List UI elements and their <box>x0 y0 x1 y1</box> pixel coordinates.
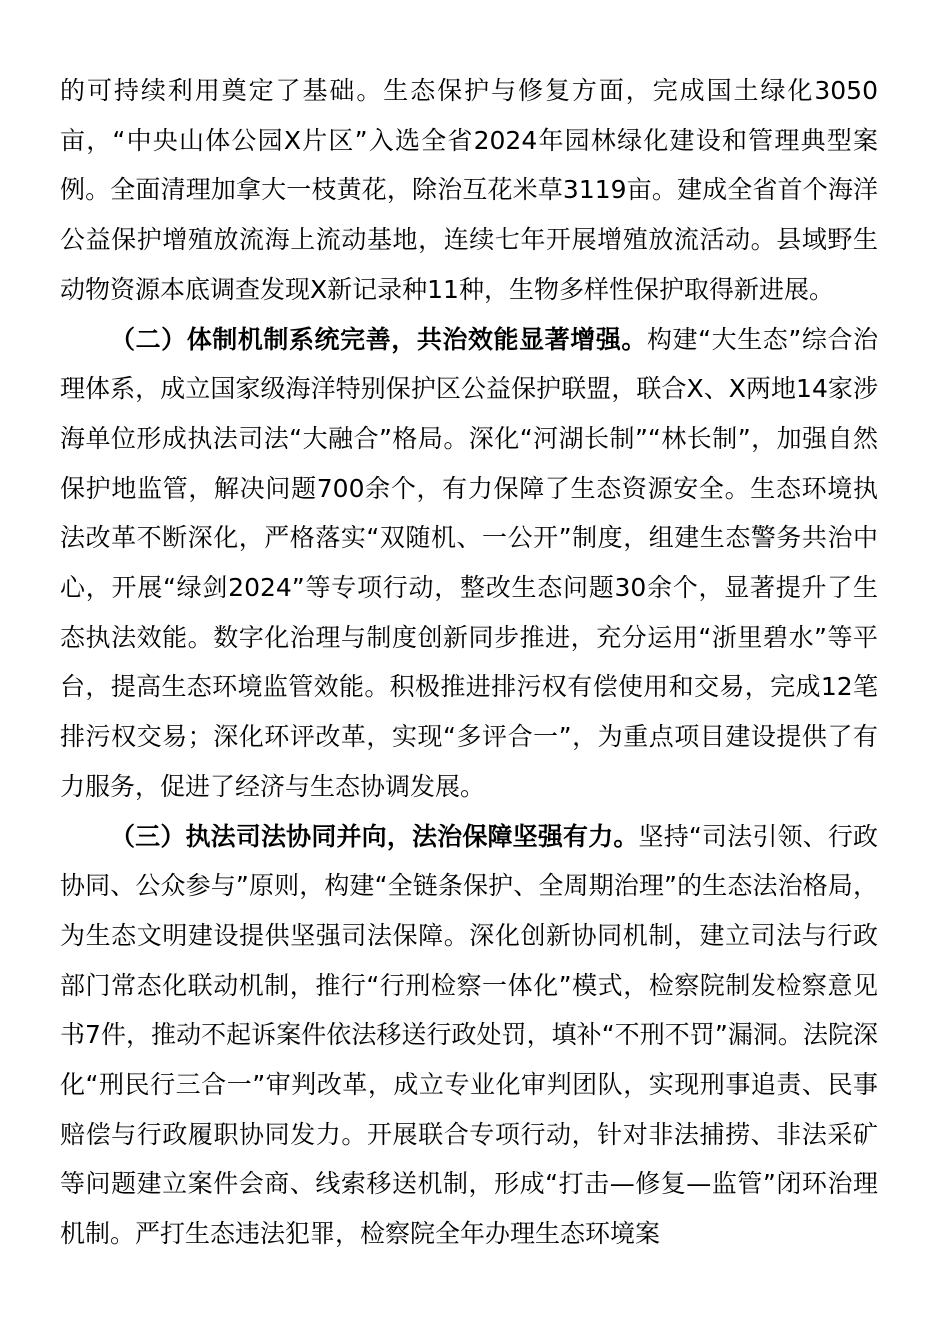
section-3-text: 坚持“司法引领、行政协同、公众参与”原则，构建“全链条保护、全周期治理”的生态法治格局，为生态文明建设提供坚强司法保障。深化创新协同机制，建立司法与行政部门常态化联动机制，推行“行刑检察一体化”模式，检察院制发检察意见书7件，推动不起诉案件依法移送行政处罚，填补“不刑不罚”漏洞。法院深化“刑民行三合一”审判改革，成立专业化审判团队，实现刑事追责、民事赔偿与行政履职协同发力。开展联合专项行动，针对非法捕捞、非法采矿等问题建立案件会商、线索移送机制，形成“打击—修复—监管”闭环治理机制。严打生态违法犯罪，检察院全年办理生态环境案 <box>60 821 878 1249</box>
paragraph-1-text: 的可持续利用奠定了基础。生态保护与修复方面，完成国土绿化3050亩，“中央山体公园X片区”入选全省2024年园林绿化建设和管理典型案例。全面清理加拿大一枝黄花，除治互花米草3119亩。建成全省首个海洋公益保护增殖放流海上流动基地，连续七年开展增殖放流活动。县域野生动物资源本底调查发现X新记录种11种，生物多样性保护取得新进展。 <box>60 76 878 304</box>
paragraph-section-2 <box>60 315 878 812</box>
section-3-heading: （三）执法司法协同并向，法治保障坚强有力。 <box>110 821 639 851</box>
paragraph-continuation <box>60 66 878 315</box>
section-2-text: 构建“大生态”综合治理体系，成立国家级海洋特别保护区公益保护联盟，联合X、X两地14家涉海单位形成执法司法“大融合”格局。深化“河湖长制”“林长制”，加强自然保护地监管，解决问题700余个，有力保障了生态资源安全。生态环境执法改革不断深化，严格落实“双随机、一公开”制度，组建生态警务共治中心，开展“绿剑2024”等专项行动，整改生态问题30余个，显著提升了生态执法效能。数字化治理与制度创新同步推进，充分运用“浙里碧水”等平台，提高生态环境监管效能。积极推进排污权有偿使用和交易，完成12笔排污权交易；深化环评改革，实现“多评合一”，为重点项目建设提供了有力服务，促进了经济与生态协调发展。 <box>60 324 878 801</box>
document-body <box>60 66 878 1259</box>
paragraph-section-3 <box>60 812 878 1259</box>
section-2-heading: （二）体制机制系统完善，共治效能显著增强。 <box>110 324 647 354</box>
